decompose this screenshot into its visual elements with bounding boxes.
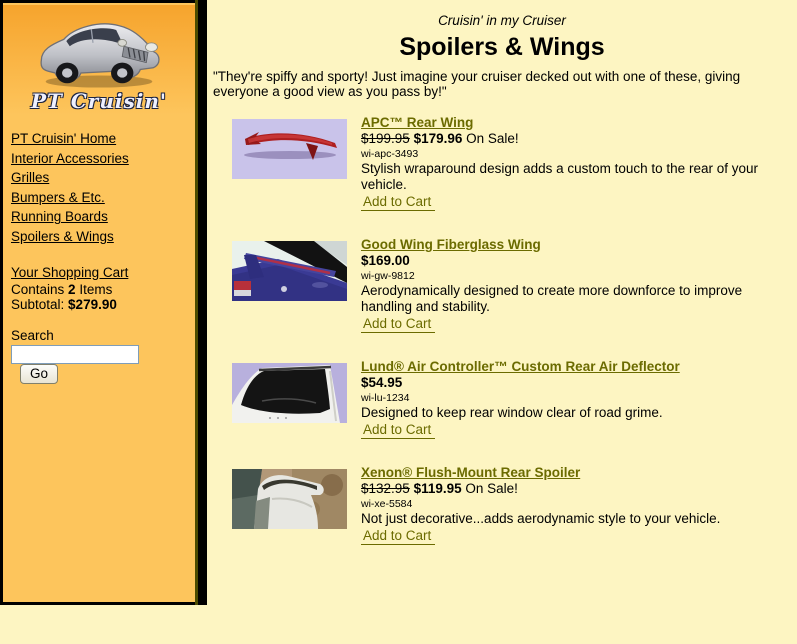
product-description: Stylish wraparound design adds a custom touch to the rear of your vehicle. [361,161,758,192]
site-logo [3,5,195,115]
product-row-lund-deflector [232,359,797,439]
product-description: Not just decorative...adds aerodynamic style to your vehicle. [361,511,721,526]
price: $179.96 [413,131,463,146]
sidebar-item-spoilers-wings[interactable]: Spoilers & Wings [11,228,114,244]
product-price-line [361,481,781,497]
product-price-line [361,253,781,269]
price: $54.95 [361,375,403,390]
cart-items-count: 2 [68,282,76,298]
apc-rear-wing-image[interactable] [232,119,347,179]
price: $169.00 [361,253,410,268]
sidebar-divider [195,0,207,605]
sale-note: On Sale! [466,131,519,146]
product-description: Designed to keep rear window clear of road grime. [361,405,663,420]
product-sku: wi-lu-1234 [361,392,410,404]
page-title: Spoilers & Wings [399,33,605,61]
product-row-xenon-spoiler [232,465,797,545]
old-price: $132.95 [361,481,410,496]
lund-deflector-image[interactable] [232,363,347,423]
product-price-line [361,375,781,391]
product-info [361,115,781,211]
add-to-cart-link[interactable]: Add to Cart [361,528,435,545]
purple-car-wing-icon [232,241,347,301]
add-to-cart-link[interactable]: Add to Cart [361,194,435,211]
rear-window-deflector-icon [232,363,347,423]
sale-note: On Sale! [465,481,518,496]
flush-mount-spoiler-icon [232,469,347,529]
add-to-cart-link[interactable]: Add to Cart [361,422,435,439]
intro-quote: "They're spiffy and sporty! Just imagine your cruiser decked out with one of these, giving everyone a good view as you pass by!" [213,69,741,99]
product-row-good-wing [232,237,797,333]
main-content [207,0,797,644]
old-price: $199.95 [361,131,410,146]
cart-contains-label: Contains [11,282,69,298]
good-wing-image[interactable] [232,241,347,301]
logo-wordmark: PT Cruisin' [31,89,167,113]
product-row-apc-rear-wing [232,115,797,211]
search-go-button[interactable]: Go [20,364,58,384]
product-sku: wi-xe-5584 [361,498,413,510]
product-info [361,359,781,439]
search-label: Search [11,328,54,344]
add-to-cart-link[interactable]: Add to Cart [361,316,435,333]
product-info [361,237,781,333]
sidebar-nav [3,115,195,244]
sidebar-item-home[interactable]: PT Cruisin' Home [11,131,117,146]
site-tagline: Cruisin' in my Cruiser [438,13,566,28]
search-input[interactable] [11,345,139,364]
shopping-cart-summary [3,249,195,313]
product-title-link[interactable]: APC™ Rear Wing [361,115,474,130]
sidebar-item-bumpers[interactable]: Bumpers & Etc. [11,189,105,205]
xenon-spoiler-image[interactable] [232,469,347,529]
product-title-link[interactable]: Good Wing Fiberglass Wing [361,237,541,252]
cart-items-label: Items [75,282,113,298]
product-info [361,465,781,545]
cart-subtotal-label: Subtotal: [11,296,69,312]
product-description: Aerodynamically designed to create more downforce to improve handling and stability. [361,283,743,314]
pt-cruiser-car-icon [19,5,179,91]
sidebar-item-running-boards[interactable]: Running Boards [11,209,108,225]
product-sku: wi-apc-3493 [361,148,419,160]
product-list [207,115,797,545]
sidebar-item-interior-accessories[interactable]: Interior Accessories [11,150,129,166]
product-title-link[interactable]: Xenon® Flush-Mount Rear Spoiler [361,465,581,480]
product-price-line [361,131,781,147]
cart-items-line [11,283,189,298]
red-wing-spoiler-icon [232,119,347,179]
product-title-link[interactable]: Lund® Air Controller™ Custom Rear Air Deflector [361,359,680,374]
cart-subtotal-value: $279.90 [68,296,117,312]
sidebar-item-grilles[interactable]: Grilles [11,170,50,186]
sidebar [0,0,195,605]
price: $119.95 [413,481,462,496]
product-sku: wi-gw-9812 [361,270,415,282]
search-area [3,312,195,384]
shopping-cart-link[interactable]: Your Shopping Cart [11,264,129,280]
cart-subtotal-line [11,298,189,313]
